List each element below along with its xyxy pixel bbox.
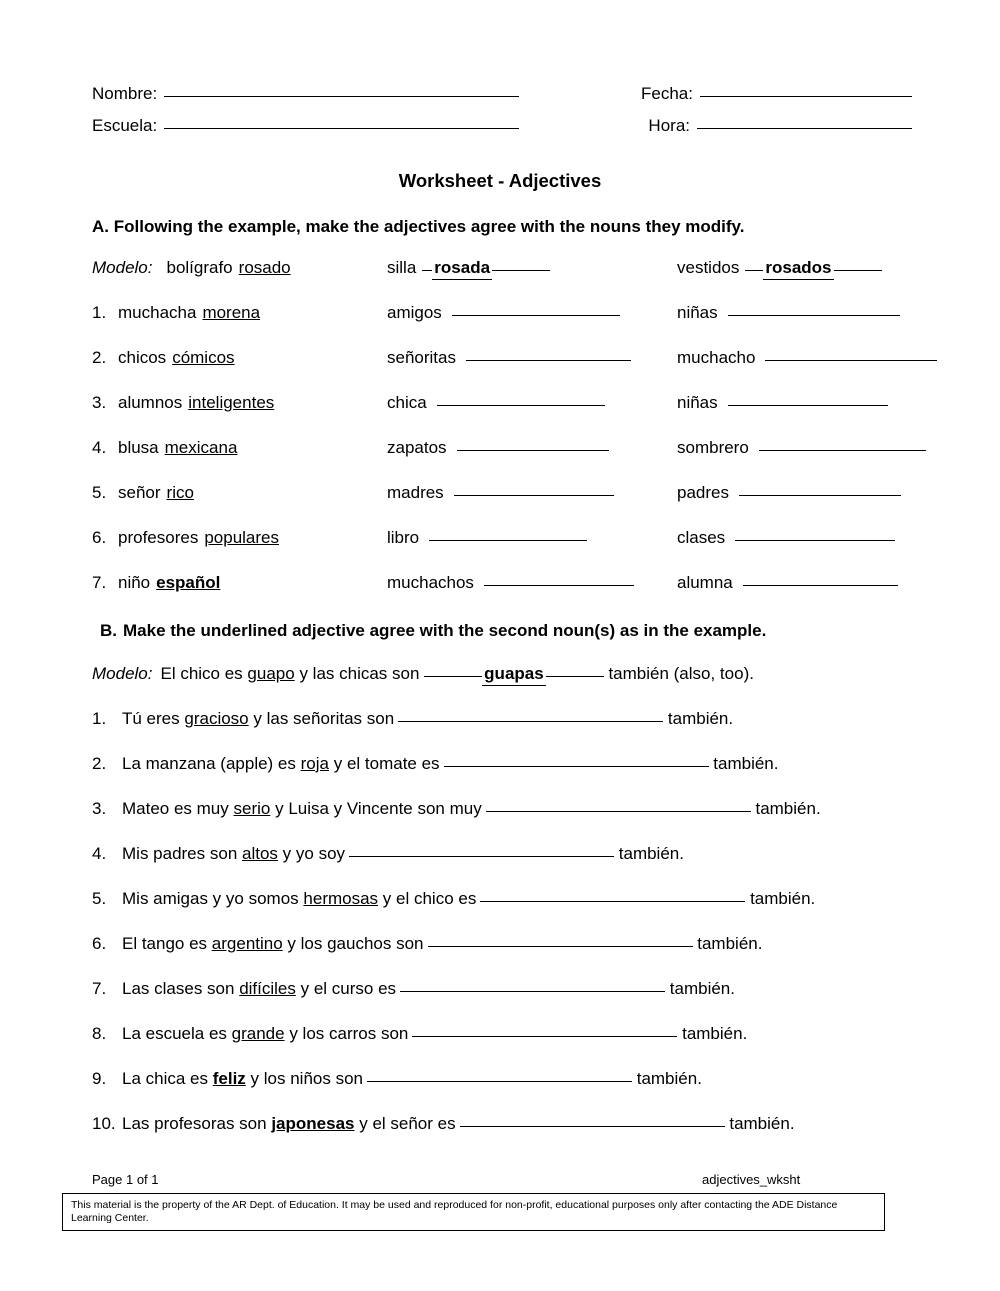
item-adjective: feliz bbox=[212, 1069, 246, 1088]
answer-blank[interactable] bbox=[765, 360, 937, 361]
section-b-row bbox=[92, 934, 962, 979]
item-number: 5. bbox=[92, 483, 107, 502]
row-col1 bbox=[92, 573, 387, 593]
item-adjective: gracioso bbox=[184, 709, 249, 728]
item-post-text: también. bbox=[618, 844, 684, 863]
row-col3 bbox=[677, 528, 952, 548]
modelo-col3-noun: vestidos bbox=[677, 258, 740, 277]
section-a-heading: A. Following the example, make the adjectives agree with the nouns they modify. bbox=[92, 217, 745, 236]
item-number: 9. bbox=[92, 1069, 107, 1088]
item-noun: chicos bbox=[118, 348, 167, 367]
item-adjective: cómicos bbox=[172, 348, 235, 367]
row-col1 bbox=[92, 483, 387, 503]
item-mid-text: y yo soy bbox=[282, 844, 346, 863]
item-mid-text: y las señoritas son bbox=[253, 709, 395, 728]
modelo-adjective: guapo bbox=[247, 664, 295, 683]
item-number: 1. bbox=[92, 709, 107, 728]
hora-write-line[interactable] bbox=[697, 128, 912, 129]
section-b-row bbox=[92, 1024, 962, 1069]
col2-noun: muchachos bbox=[387, 573, 474, 592]
hora-field-group bbox=[648, 116, 912, 136]
modelo-col2 bbox=[387, 258, 677, 280]
item-mid-text: y el chico es bbox=[382, 889, 477, 908]
section-b-row bbox=[92, 754, 962, 799]
item-post-text: también. bbox=[729, 1114, 795, 1133]
row-col3 bbox=[677, 393, 952, 413]
section-a-body bbox=[92, 258, 952, 618]
student-info-header bbox=[92, 84, 912, 148]
section-a-row bbox=[92, 438, 952, 483]
answer-blank[interactable] bbox=[452, 315, 620, 316]
section-a-row bbox=[92, 573, 952, 618]
item-number: 3. bbox=[92, 799, 107, 818]
col3-noun: alumna bbox=[677, 573, 733, 592]
item-number: 2. bbox=[92, 348, 107, 367]
section-b-row bbox=[92, 799, 962, 844]
item-pre-text: Mis amigas y yo somos bbox=[122, 889, 299, 908]
item-noun: alumnos bbox=[118, 393, 183, 412]
nombre-label: Nombre: bbox=[92, 84, 158, 103]
col2-noun: libro bbox=[387, 528, 420, 547]
section-b-row bbox=[92, 1114, 962, 1159]
modelo-noun: bolígrafo bbox=[166, 258, 233, 277]
item-number: 1. bbox=[92, 303, 107, 322]
row-col2 bbox=[387, 483, 677, 503]
answer-blank[interactable] bbox=[460, 1126, 725, 1127]
item-pre-text: Las clases son bbox=[122, 979, 235, 998]
col3-noun: clases bbox=[677, 528, 726, 547]
section-b-row bbox=[92, 1069, 962, 1114]
section-b-body bbox=[92, 664, 962, 1159]
modelo-col1 bbox=[92, 258, 387, 278]
item-pre-text: Las profesoras son bbox=[122, 1114, 267, 1133]
section-b-letter: B. bbox=[100, 621, 117, 640]
section-b-row bbox=[92, 979, 962, 1024]
item-pre-text: La escuela es bbox=[122, 1024, 227, 1043]
item-noun: niño bbox=[118, 573, 151, 592]
answer-blank[interactable] bbox=[735, 540, 895, 541]
item-mid-text: y Luisa y Vincente son muy bbox=[275, 799, 482, 818]
answer-blank[interactable] bbox=[728, 405, 888, 406]
item-adjective: morena bbox=[202, 303, 261, 322]
escuela-field-group bbox=[92, 116, 648, 136]
answer-blank[interactable] bbox=[437, 405, 605, 406]
section-b-modelo-row bbox=[92, 664, 962, 709]
item-number: 4. bbox=[92, 438, 107, 457]
row-col1 bbox=[92, 393, 387, 413]
item-adjective: altos bbox=[242, 844, 278, 863]
header-row-1 bbox=[92, 84, 912, 104]
copyright-notice: This material is the property of the AR Dept. of Education. It may be used and reproduced for non-profit, educational purposes only after contacting the ADE Distance Learning Center. bbox=[62, 1193, 885, 1231]
section-b-heading-text: Make the underlined adjective agree with the second noun(s) as in the example. bbox=[123, 621, 767, 640]
item-post-text: también. bbox=[682, 1024, 748, 1043]
row-col3 bbox=[677, 348, 952, 368]
col3-noun: muchacho bbox=[677, 348, 756, 367]
hora-label: Hora: bbox=[648, 116, 690, 135]
item-noun: profesores bbox=[118, 528, 199, 547]
item-mid-text: y el curso es bbox=[300, 979, 397, 998]
answer-blank[interactable] bbox=[739, 495, 901, 496]
section-a-row bbox=[92, 528, 952, 573]
item-pre-text: Mateo es muy bbox=[122, 799, 229, 818]
item-noun: señor bbox=[118, 483, 161, 502]
modelo-label: Modelo: bbox=[92, 258, 153, 277]
row-col2 bbox=[387, 303, 677, 323]
nombre-write-line[interactable] bbox=[164, 96, 519, 97]
item-post-text: también. bbox=[667, 709, 734, 728]
row-col3 bbox=[677, 483, 952, 503]
item-adjective: populares bbox=[204, 528, 279, 547]
section-b-heading bbox=[100, 621, 766, 641]
col2-noun: chica bbox=[387, 393, 427, 412]
item-number: 4. bbox=[92, 844, 107, 863]
fecha-field-group bbox=[641, 84, 912, 104]
item-pre-text: La manzana (apple) es bbox=[122, 754, 296, 773]
item-mid-text: y el señor es bbox=[359, 1114, 456, 1133]
file-name: adjectives_wksht bbox=[702, 1172, 801, 1187]
row-col2 bbox=[387, 438, 677, 458]
answer-blank[interactable] bbox=[484, 585, 634, 586]
item-adjective: difíciles bbox=[239, 979, 296, 998]
row-col3 bbox=[677, 303, 952, 323]
row-col1 bbox=[92, 303, 387, 323]
item-mid-text: y el tomate es bbox=[333, 754, 440, 773]
col2-noun: señoritas bbox=[387, 348, 456, 367]
col3-noun: niñas bbox=[677, 303, 718, 322]
modelo-col2-answer: rosada bbox=[432, 258, 492, 280]
answer-blank[interactable] bbox=[454, 495, 614, 496]
modelo-post-text: también (also, too). bbox=[608, 664, 754, 683]
escuela-label: Escuela: bbox=[92, 116, 158, 135]
item-post-text: también. bbox=[636, 1069, 702, 1088]
page-title: Worksheet - Adjectives bbox=[398, 170, 602, 191]
col3-noun: sombrero bbox=[677, 438, 749, 457]
row-col1 bbox=[92, 528, 387, 548]
item-pre-text: La chica es bbox=[122, 1069, 208, 1088]
modelo-answer: guapas bbox=[482, 664, 546, 686]
answer-blank[interactable] bbox=[728, 315, 900, 316]
answer-blank[interactable] bbox=[486, 811, 751, 812]
modelo-col2-noun: silla bbox=[387, 258, 417, 277]
item-number: 7. bbox=[92, 979, 107, 998]
item-adjective: grande bbox=[231, 1024, 285, 1043]
footer bbox=[92, 1172, 912, 1187]
fecha-label: Fecha: bbox=[641, 84, 693, 103]
row-col3 bbox=[677, 438, 952, 458]
row-col1 bbox=[92, 438, 387, 458]
section-b-row bbox=[92, 709, 962, 754]
item-pre-text: Tú eres bbox=[122, 709, 180, 728]
item-adjective: japonesas bbox=[271, 1114, 355, 1133]
item-adjective: mexicana bbox=[164, 438, 238, 457]
answer-blank[interactable] bbox=[398, 721, 663, 722]
item-number: 6. bbox=[92, 528, 107, 547]
item-number: 10. bbox=[92, 1114, 116, 1133]
item-number: 8. bbox=[92, 1024, 107, 1043]
item-adjective: roja bbox=[300, 754, 329, 773]
item-mid-text: y los carros son bbox=[289, 1024, 409, 1043]
item-adjective: rico bbox=[166, 483, 194, 502]
item-adjective: hermosas bbox=[303, 889, 379, 908]
col3-noun: padres bbox=[677, 483, 729, 502]
item-noun: muchacha bbox=[118, 303, 197, 322]
modelo-label: Modelo: bbox=[92, 664, 153, 683]
col2-noun: zapatos bbox=[387, 438, 447, 457]
modelo-mid-text: y las chicas son bbox=[299, 664, 420, 683]
item-post-text: también. bbox=[669, 979, 735, 998]
answer-blank[interactable] bbox=[349, 856, 614, 857]
col2-noun: amigos bbox=[387, 303, 442, 322]
fecha-write-line[interactable] bbox=[700, 96, 912, 97]
row-col2 bbox=[387, 573, 677, 593]
modelo-pre-text: El chico es bbox=[160, 664, 243, 683]
answer-blank[interactable] bbox=[412, 1036, 677, 1037]
item-noun: blusa bbox=[118, 438, 159, 457]
section-a-row bbox=[92, 303, 952, 348]
page-number: Page 1 of 1 bbox=[92, 1172, 159, 1187]
item-adjective: argentino bbox=[211, 934, 283, 953]
section-a-modelo-row bbox=[92, 258, 952, 303]
answer-blank[interactable] bbox=[428, 946, 693, 947]
item-adjective: español bbox=[156, 573, 221, 592]
answer-blank[interactable] bbox=[743, 585, 898, 586]
answer-blank[interactable] bbox=[429, 540, 587, 541]
section-b-row bbox=[92, 844, 962, 889]
row-col2 bbox=[387, 348, 677, 368]
item-mid-text: y los niños son bbox=[250, 1069, 363, 1088]
item-post-text: también. bbox=[750, 889, 816, 908]
col2-noun: madres bbox=[387, 483, 444, 502]
nombre-field-group bbox=[92, 84, 641, 104]
row-col1 bbox=[92, 348, 387, 368]
item-number: 5. bbox=[92, 889, 107, 908]
answer-blank[interactable] bbox=[444, 766, 709, 767]
header-row-2 bbox=[92, 116, 912, 136]
row-col3 bbox=[677, 573, 952, 593]
section-a-row bbox=[92, 348, 952, 393]
item-adjective: serio bbox=[233, 799, 271, 818]
answer-blank[interactable] bbox=[367, 1081, 632, 1082]
escuela-write-line[interactable] bbox=[164, 128, 519, 129]
answer-blank[interactable] bbox=[759, 450, 926, 451]
answer-blank[interactable] bbox=[480, 901, 745, 902]
item-post-text: también. bbox=[755, 799, 821, 818]
item-pre-text: Mis padres son bbox=[122, 844, 238, 863]
section-a-row bbox=[92, 393, 952, 438]
modelo-col3 bbox=[677, 258, 952, 280]
item-post-text: también. bbox=[713, 754, 779, 773]
answer-blank[interactable] bbox=[400, 991, 665, 992]
section-b-row bbox=[92, 889, 962, 934]
item-mid-text: y los gauchos son bbox=[287, 934, 424, 953]
col3-noun: niñas bbox=[677, 393, 718, 412]
row-col2 bbox=[387, 528, 677, 548]
item-number: 6. bbox=[92, 934, 107, 953]
item-post-text: también. bbox=[697, 934, 763, 953]
row-col2 bbox=[387, 393, 677, 413]
answer-blank[interactable] bbox=[466, 360, 631, 361]
item-number: 7. bbox=[92, 573, 107, 592]
section-a-row bbox=[92, 483, 952, 528]
item-adjective: inteligentes bbox=[188, 393, 275, 412]
answer-blank[interactable] bbox=[457, 450, 609, 451]
modelo-adjective: rosado bbox=[238, 258, 291, 277]
item-number: 3. bbox=[92, 393, 107, 412]
item-number: 2. bbox=[92, 754, 107, 773]
item-pre-text: El tango es bbox=[122, 934, 208, 953]
modelo-col3-answer: rosados bbox=[763, 258, 833, 280]
